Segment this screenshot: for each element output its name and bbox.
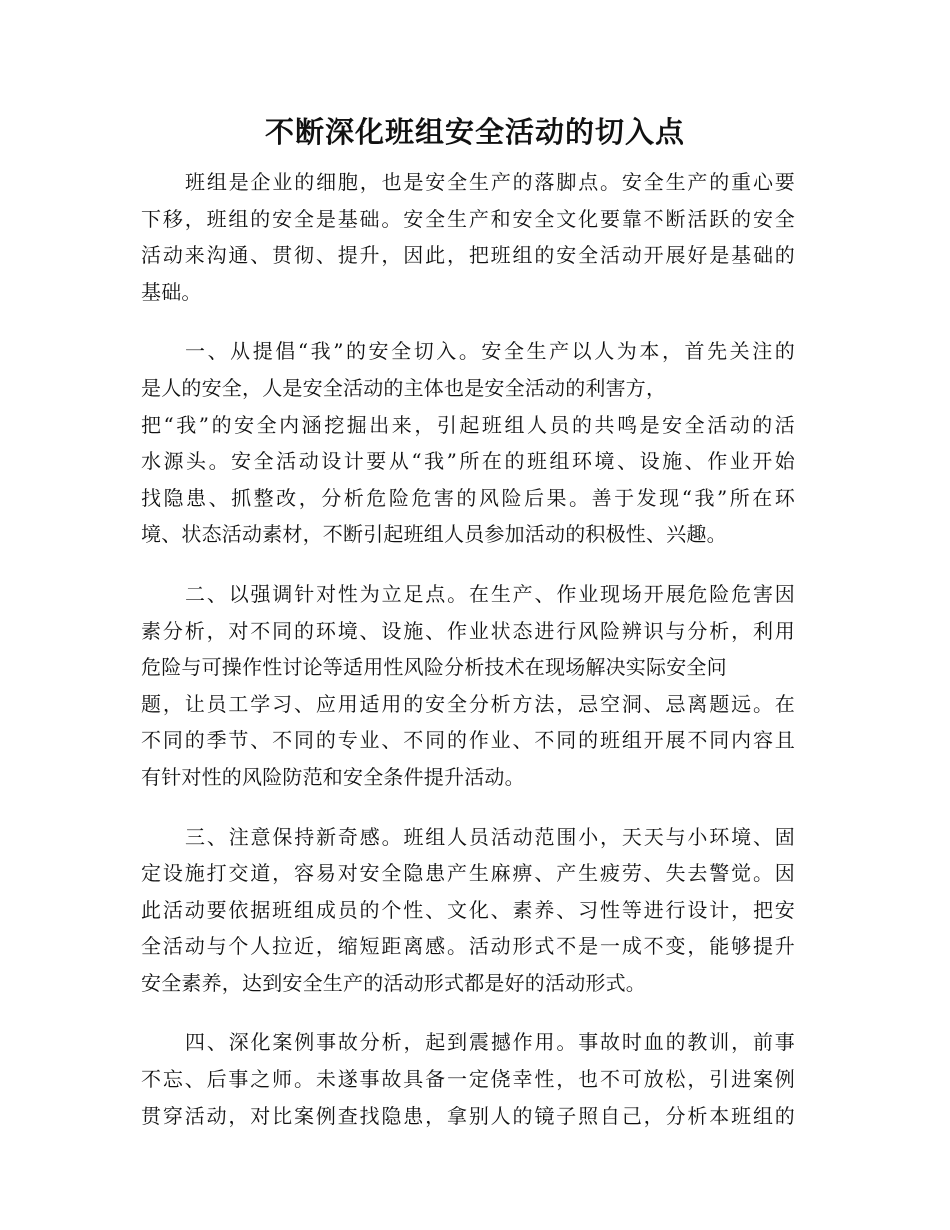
text-line: 把“我”的安全内涵挖掘出来，引起班组人员的共鸣是安全活动的活 [141,412,795,437]
text-line: 境、状态活动素材，不断引起班组人员参加活动的积极性、兴趣。 [141,522,727,547]
text-line: 定设施打交道，容易对安全隐患产生麻痹、产生疲劳、失去警觉。因 [141,861,795,886]
paragraph-point-3 [141,819,795,1002]
text-line: 四、深化案例事故分析，起到震撼作用。事故时血的教训，前事 [185,1030,795,1055]
text-line: 基础。 [141,279,202,304]
text-line: 是人的安全，人是安全活动的主体也是安全活动的利害方， [141,375,667,400]
text-line: 安全素养，达到安全生产的活动形式都是好的活动形式。 [141,970,646,995]
text-line: 一、从提倡“我”的安全切入。安全生产以人为本，首先关注的 [185,339,795,364]
text-line: 危险与可操作性讨论等适用性风险分析技术在现场解决实际安全问 [141,655,727,680]
document-title: 不断深化班组安全活动的切入点 [264,115,685,149]
text-line: 有针对性的风险防范和安全条件提升活动。 [141,764,525,789]
text-line: 三、注意保持新奇感。班组人员活动范围小，天天与小环境、固 [185,824,795,849]
paragraph-intro [141,164,795,310]
paragraph-point-1 [141,333,795,553]
text-line: 不同的季节、不同的专业、不同的作业、不同的班组开展不同内容且 [141,728,795,753]
text-line: 活动来沟通、贯彻、提升，因此，把班组的安全活动开展好是基础的 [141,243,795,268]
text-line: 此活动要依据班组成员的个性、文化、素养、习性等进行设计，把安 [141,897,795,922]
text-line: 贯穿活动，对比案例查找隐患，拿别人的镜子照自己，分析本班组的 [141,1103,795,1128]
paragraph-point-4 [141,1024,795,1134]
text-line: 班组是企业的细胞，也是安全生产的落脚点。安全生产的重心要 [185,170,795,194]
document-body [141,164,795,1157]
text-line: 素分析，对不同的环境、设施、作业状态进行风险辨识与分析，利用 [141,618,795,643]
text-line: 不忘、后事之师。未遂事故具备一定侥幸性，也不可放松，引进案例 [141,1067,795,1092]
text-line: 水源头。安全活动设计要从“我”所在的班组环境、设施、作业开始 [141,449,795,474]
text-line: 下移，班组的安全是基础。安全生产和安全文化要靠不断活跃的安全 [141,206,795,231]
text-line: 二、以强调针对性为立足点。在生产、作业现场开展危险危害因 [185,581,795,606]
text-line: 题，让员工学习、应用适用的安全分析方法，忌空洞、忌离题远。在 [141,691,795,716]
paragraph-point-2 [141,576,795,796]
text-line: 找隐患、抓整改，分析危险危害的风险后果。善于发现“我”所在环 [141,485,795,510]
text-line: 全活动与个人拉近，缩短距离感。活动形式不是一成不变，能够提升 [141,934,795,959]
